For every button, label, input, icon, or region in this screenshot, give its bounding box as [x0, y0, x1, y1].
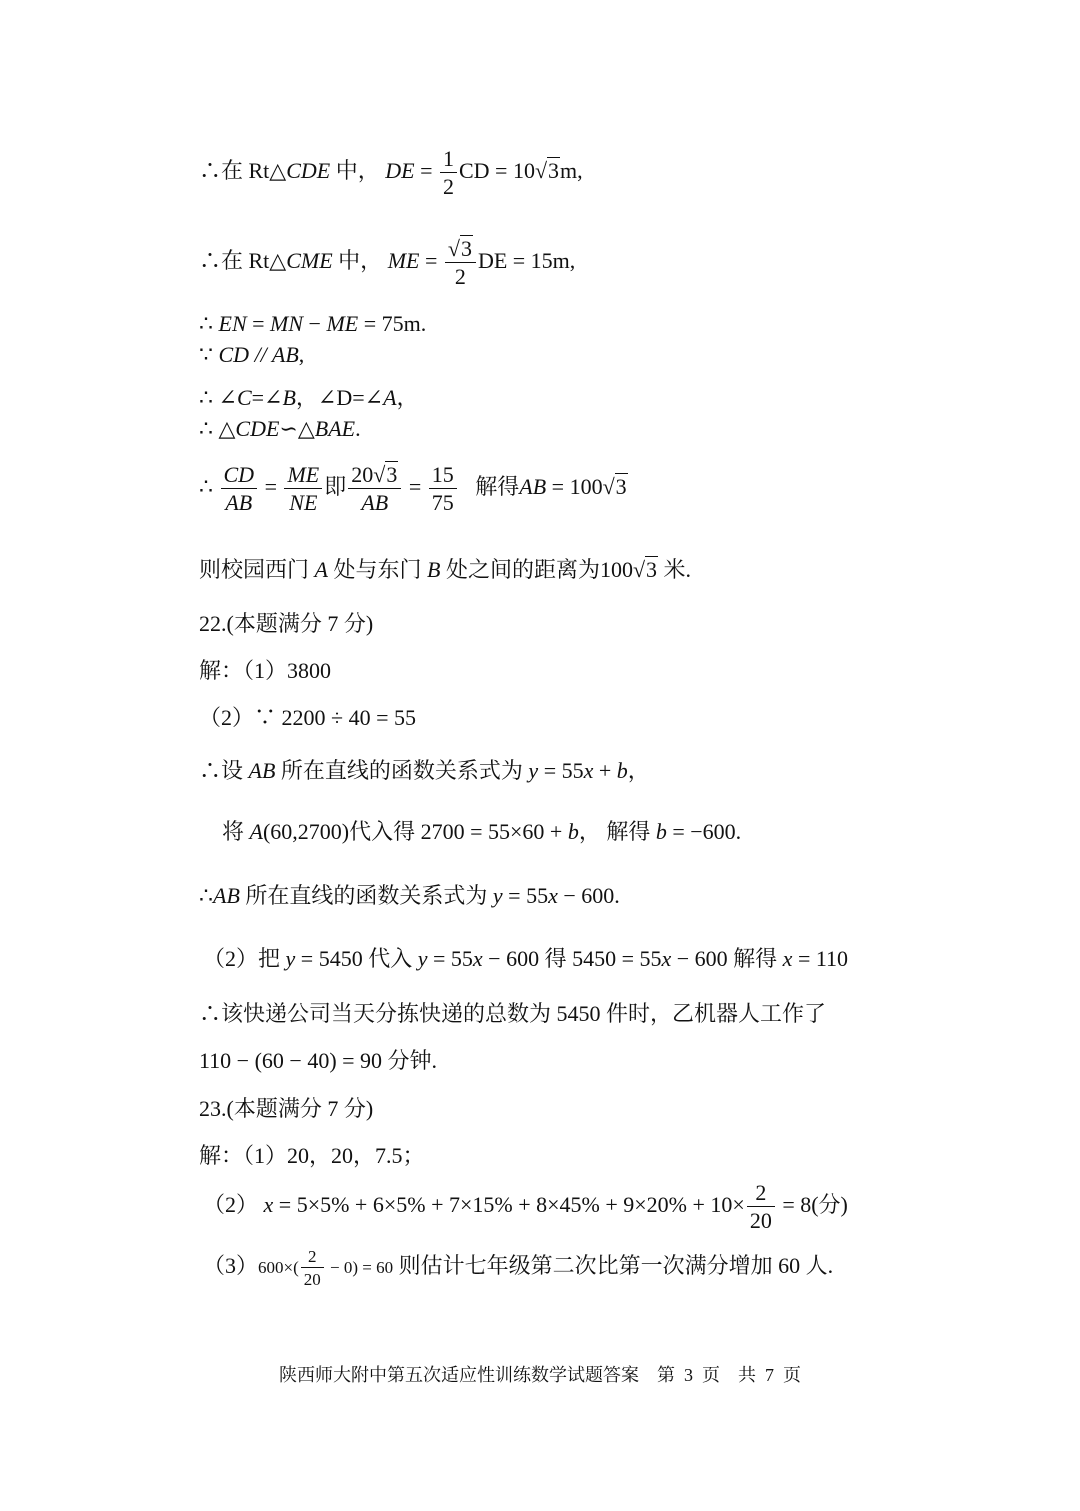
answer-23-2: （2） x = 5×5% + 6×5% + 7×15% + 8×45% + 9×20% + 10× $\frac{2}{20}$ = 8(分)	[203, 1180, 848, 1233]
line-de-calc: ∴在 Rt△CDE 中， DE = $\frac{1}{2}$ CD = 10√3m,	[199, 146, 583, 199]
fraction: $\frac{2}{20}$	[301, 1248, 324, 1288]
line-en-calc: ∴ EN = MN − ME = 75m.	[199, 311, 427, 336]
fraction: $\frac{√3}{2}$	[445, 238, 476, 288]
line-distance-answer: 则校园西门 A 处与东门 B 处之间的距离为100√3 米.	[199, 557, 692, 582]
line-conclusion-2: 110 − (60 − 40) = 90 分钟.	[199, 1048, 438, 1073]
line-angles: ∴ ∠C=∠B，∠D=∠A，	[199, 385, 419, 410]
answer-22-2: （2）∵ 2200 ÷ 40 = 55	[199, 705, 416, 730]
fraction: $\frac{20√3}{AB}$	[348, 464, 401, 514]
line-set-function: ∴设 AB 所在直线的函数关系式为 y = 55x + b，	[199, 758, 650, 783]
line-conclusion-1: ∴该快递公司当天分拣快递的总数为 5450 件时，乙机器人工作了	[199, 1001, 827, 1026]
answer-22-1: 解：（1）3800	[199, 658, 332, 683]
line-ratio-solve: ∴ $\frac{CD}{AB}$ = $\frac{ME}{NE}$ 即 $\frac{20√3}{AB}$ = $\frac{15}{75}$ 解得AB = 100√3	[199, 462, 627, 515]
fraction: $\frac{CD}{AB}$	[221, 464, 258, 514]
page-footer: 陕西师大附中第五次适应性训练数学试题答案 第 3 页 共 7 页	[279, 1365, 801, 1385]
fraction: $\frac{1}{2}$	[440, 148, 457, 198]
line-similar: ∴ △CDE∽△BAE.	[199, 416, 361, 441]
fraction: $\frac{15}{75}$	[429, 464, 457, 514]
line-me-calc: ∴在 Rt△CME 中， ME = $\frac{√3}{2}$ DE = 15m,	[199, 236, 576, 289]
answer-23-3: （3）600×( $\frac{2}{20}$ − 0) = 60 则估计七年级第二次比第一次满分增加 60 人.	[203, 1247, 834, 1289]
answer-23-1: 解：（1）20，20，7.5；	[199, 1143, 425, 1168]
line-substitute-a: 将 A(60,2700)代入得 2700 = 55×60 + b， 解得 b = −600.	[222, 819, 742, 844]
line-substitute-y: （2）把 y = 5450 代入 y = 55x − 600 得 5450 = 55x − 600 解得 x = 110	[203, 946, 849, 971]
question-23-heading: 23.(本题满分 7 分)	[199, 1096, 374, 1121]
fraction: $\frac{2}{20}$	[747, 1182, 775, 1232]
line-function-result: ∴AB 所在直线的函数关系式为 y = 55x − 600.	[199, 883, 620, 908]
line-parallel: ∵ CD // AB,	[199, 342, 305, 367]
question-22-heading: 22.(本题满分 7 分)	[199, 611, 374, 636]
fraction: $\frac{ME}{NE}$	[284, 464, 322, 514]
